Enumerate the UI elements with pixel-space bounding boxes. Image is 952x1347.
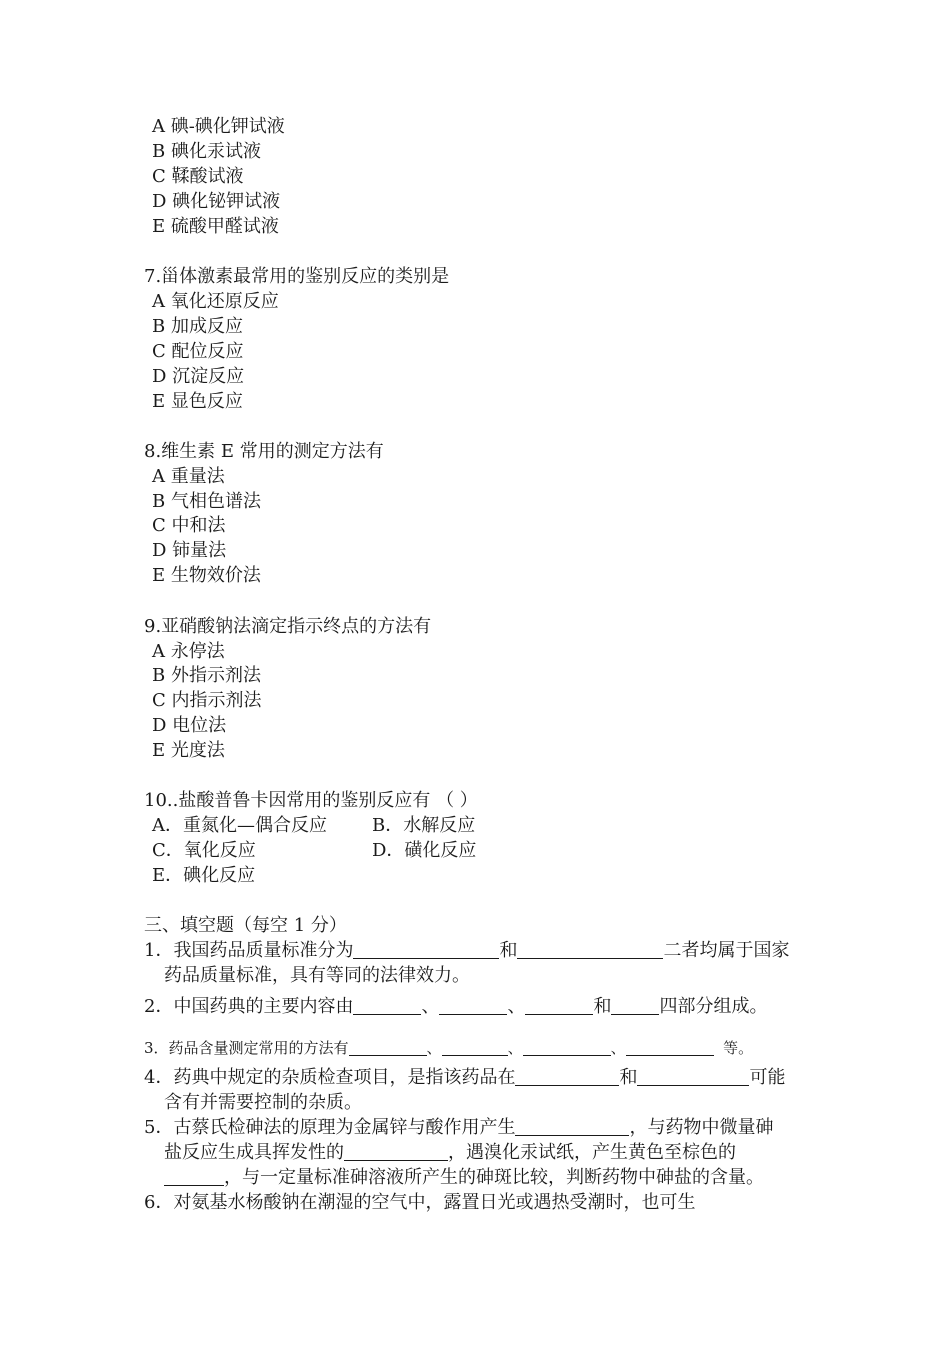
answer-blank[interactable] bbox=[344, 1142, 448, 1161]
q8-option-d: D 铈量法 bbox=[152, 540, 227, 561]
q10-stem: 10..盐酸普鲁卡因常用的鉴别反应有 （ ） bbox=[144, 790, 478, 811]
fill2-sep-2: 、 bbox=[507, 996, 526, 1017]
q7-option-b: B 加成反应 bbox=[152, 316, 243, 337]
q6-option-d: D 碘化铋钾试液 bbox=[152, 191, 281, 212]
q7-option-e: E 显色反应 bbox=[152, 391, 243, 412]
fill4-text-a: 4．药典中规定的杂质检查项目，是指该药品在 bbox=[144, 1067, 516, 1088]
fill-question-5 bbox=[144, 1116, 773, 1140]
fill2-sep-1: 、 bbox=[421, 996, 440, 1017]
fill1-text-b: 和 bbox=[499, 940, 518, 961]
fill5-line-2 bbox=[164, 1141, 736, 1165]
fill5-text-e: ，与一定量标准砷溶液所产生的砷斑比较，判断药物中砷盐的含量。 bbox=[224, 1167, 764, 1188]
fill-question-1 bbox=[144, 939, 789, 963]
q9-option-e: E 光度法 bbox=[152, 740, 225, 761]
fill1-text-d: 药品质量标准，具有等同的法律效力。 bbox=[164, 965, 470, 986]
q9-option-c: C 内指示剂法 bbox=[152, 690, 262, 711]
answer-blank[interactable] bbox=[442, 1037, 508, 1056]
fill-question-2 bbox=[144, 995, 767, 1019]
fill1-text-a: 1．我国药品质量标准分为 bbox=[144, 940, 354, 961]
fill5-line-3 bbox=[164, 1166, 764, 1190]
section-title: 三、填空题（每空 1 分） bbox=[144, 915, 347, 936]
answer-blank[interactable] bbox=[353, 940, 499, 959]
answer-blank[interactable] bbox=[515, 1067, 619, 1086]
fill-question-4 bbox=[144, 1066, 785, 1090]
q9-stem: 9.亚硝酸钠法滴定指示终点的方法有 bbox=[144, 616, 432, 637]
answer-blank[interactable] bbox=[439, 996, 507, 1015]
q10-option-c: C．氧化反应 bbox=[152, 840, 256, 861]
q9-option-d: D 电位法 bbox=[152, 715, 227, 736]
q8-option-e: E 生物效价法 bbox=[152, 565, 261, 586]
answer-blank[interactable] bbox=[525, 996, 593, 1015]
q10-option-d: D．磺化反应 bbox=[372, 840, 477, 861]
answer-blank[interactable] bbox=[353, 996, 421, 1015]
answer-blank[interactable] bbox=[515, 1117, 629, 1136]
fill5-text-d: ，遇溴化汞试纸，产生黄色至棕色的 bbox=[448, 1142, 736, 1163]
fill2-text-b: 和 bbox=[593, 996, 612, 1017]
q10-option-a: A．重氮化—偶合反应 bbox=[152, 815, 327, 836]
answer-blank[interactable] bbox=[349, 1037, 427, 1056]
q6-option-c: C 鞣酸试液 bbox=[152, 166, 244, 187]
answer-blank[interactable] bbox=[637, 1067, 749, 1086]
q8-option-b: B 气相色谱法 bbox=[152, 491, 261, 512]
q6-option-e: E 硫酸甲醛试液 bbox=[152, 216, 279, 237]
fill-question-3 bbox=[144, 1036, 753, 1060]
fill3-sep-1: 、 bbox=[426, 1039, 442, 1057]
q7-option-c: C 配位反应 bbox=[152, 341, 244, 362]
q7-option-a: A 氧化还原反应 bbox=[152, 291, 279, 312]
fill5-text-a: 5．古蔡氏检砷法的原理为金属锌与酸作用产生 bbox=[144, 1117, 516, 1138]
fill-question-6 bbox=[144, 1191, 695, 1215]
fill6-text-a: 6．对氨基水杨酸钠在潮湿的空气中，露置日光或遇热受潮时，也可生 bbox=[144, 1192, 696, 1213]
q9-option-b: B 外指示剂法 bbox=[152, 665, 261, 686]
fill4-text-b: 和 bbox=[619, 1067, 638, 1088]
q9-option-a: A 永停法 bbox=[152, 641, 225, 662]
q10-option-b: B．水解反应 bbox=[372, 815, 476, 836]
fill3-sep-3: 、 bbox=[610, 1039, 626, 1057]
answer-blank[interactable] bbox=[626, 1037, 714, 1056]
fill4-text-d: 含有并需要控制的杂质。 bbox=[164, 1092, 362, 1113]
q8-option-a: A 重量法 bbox=[152, 466, 225, 487]
fill4-text-c: 可能 bbox=[749, 1067, 786, 1088]
q6-option-b: B 碘化汞试液 bbox=[152, 141, 261, 162]
q6-option-a: A 碘-碘化钾试液 bbox=[152, 116, 285, 137]
fill5-text-c: 盐反应生成具挥发性的 bbox=[164, 1142, 344, 1163]
q8-option-c: C 中和法 bbox=[152, 515, 226, 536]
fill3-sep-2: 、 bbox=[507, 1039, 523, 1057]
fill3-text-c: 等。 bbox=[723, 1039, 754, 1057]
q8-stem: 8.维生素 E 常用的测定方法有 bbox=[144, 441, 384, 462]
fill1-text-c: 二者均属于国家 bbox=[663, 940, 790, 961]
answer-blank[interactable] bbox=[164, 1167, 224, 1186]
answer-blank[interactable] bbox=[611, 996, 659, 1015]
fill2-text-c: 四部分组成。 bbox=[659, 996, 768, 1017]
fill2-text-a: 2．中国药典的主要内容由 bbox=[144, 996, 354, 1017]
q7-option-d: D 沉淀反应 bbox=[152, 366, 245, 387]
fill5-text-b: ，与药物中微量砷 bbox=[629, 1117, 774, 1138]
q7-stem: 7.甾体激素最常用的鉴别反应的类别是 bbox=[144, 266, 450, 287]
answer-blank[interactable] bbox=[523, 1037, 611, 1056]
q10-option-e: E．碘化反应 bbox=[152, 865, 256, 886]
fill3-text-a: 3．药品含量测定常用的方法有 bbox=[144, 1039, 349, 1057]
answer-blank[interactable] bbox=[517, 940, 663, 959]
